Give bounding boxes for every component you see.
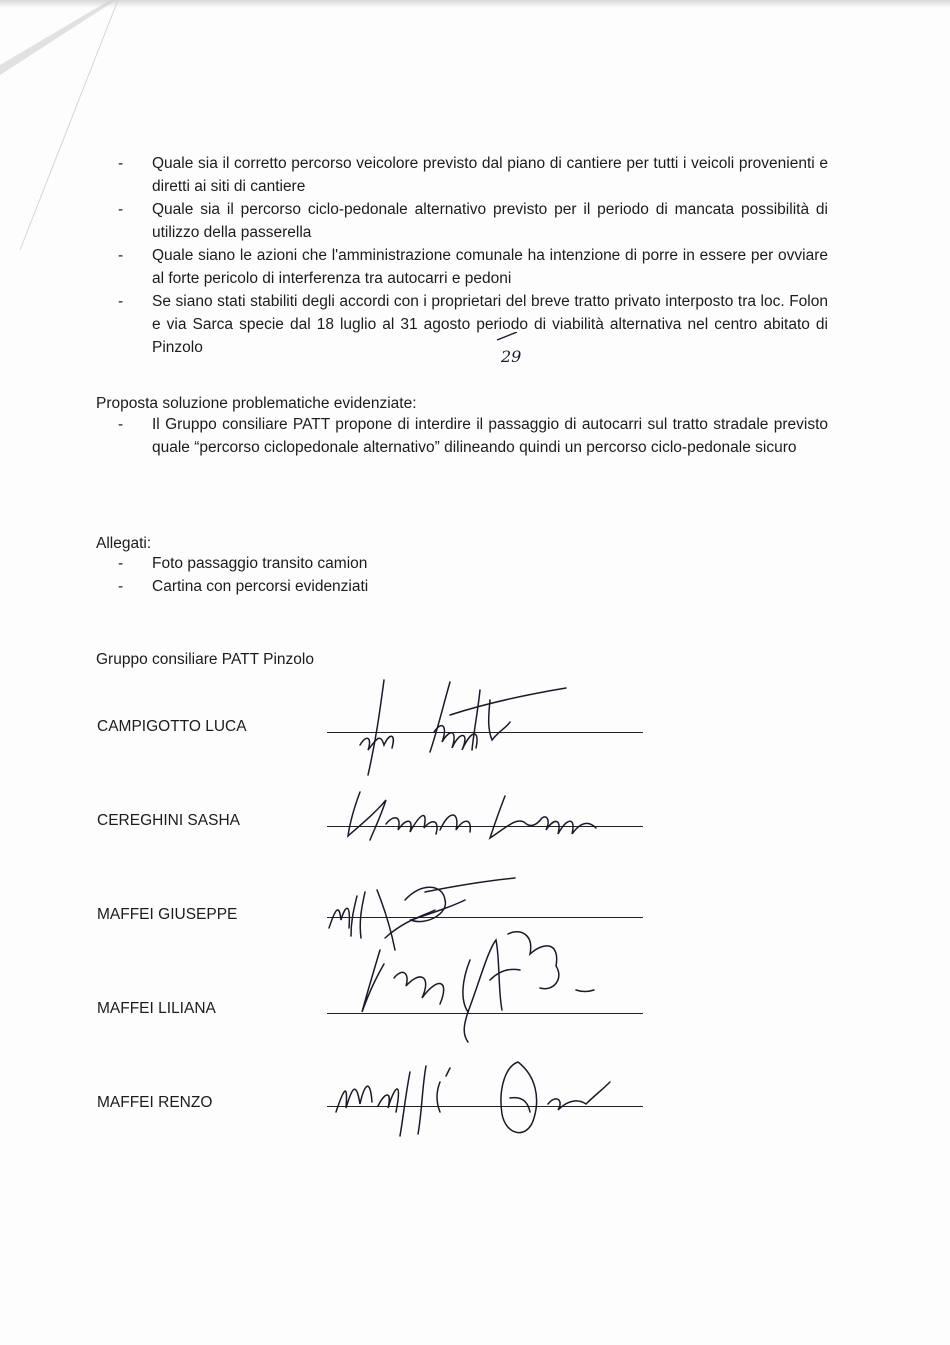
handwritten-correction: [495, 332, 535, 366]
attachments-heading: Allegati:: [96, 535, 152, 552]
signer-name: MAFFEI LILIANA: [97, 1000, 216, 1017]
proposal-item: - Il Gruppo consiliare PATT propone di interdire il passaggio di autocarri sul tratto stradale previsto quale “percorso ciclopedonale alternativo” dilineando quindi un percorso ciclo-pedonale sicuro: [118, 416, 828, 456]
attachment-item: - Cartina con percorsi evidenziati: [118, 578, 369, 595]
signer-name: MAFFEI RENZO: [97, 1094, 213, 1111]
signer-name: CAMPIGOTTO LUCA: [97, 718, 247, 735]
question-item: - Quale sia il corretto percorso veicolore previsto dal piano di cantiere per tutti i veicoli provenienti e diretti ai siti di cantiere: [118, 155, 828, 195]
question-item: - Quale sia il percorso ciclo-pedonale alternativo previsto per il periodo di mancata possibilità di utilizzo della passerella: [118, 201, 828, 241]
attachments-list: [118, 552, 518, 598]
signature-campigotto: [330, 670, 590, 785]
svg-text:29: 29: [501, 347, 522, 366]
signer-name: CEREGHINI SASHA: [97, 812, 240, 829]
questions-list: [118, 152, 828, 359]
attachment-item: - Foto passaggio transito camion: [118, 555, 368, 572]
group-label: Gruppo consiliare PATT Pinzolo: [96, 651, 314, 668]
proposal-heading: Proposta soluzione problematiche evidenziate:: [96, 395, 417, 412]
question-item: - Se siano stati stabiliti degli accordi con i proprietari del breve tratto privato interposto tra loc. Folon e via Sarca specie dal 18 luglio al 31 agosto periodo di viabilità alternativa nel centro abitato di Pinzolo: [118, 293, 828, 356]
scan-shadow: [0, 0, 950, 8]
signer-name: MAFFEI GIUSEPPE: [97, 906, 238, 923]
proposal-list: [118, 413, 828, 459]
question-item: - Quale siano le azioni che l'amministrazione comunale ha intenzione di porre in essere per ovviare al forte pericolo di interferenza tra autocarri e pedoni: [118, 247, 828, 287]
